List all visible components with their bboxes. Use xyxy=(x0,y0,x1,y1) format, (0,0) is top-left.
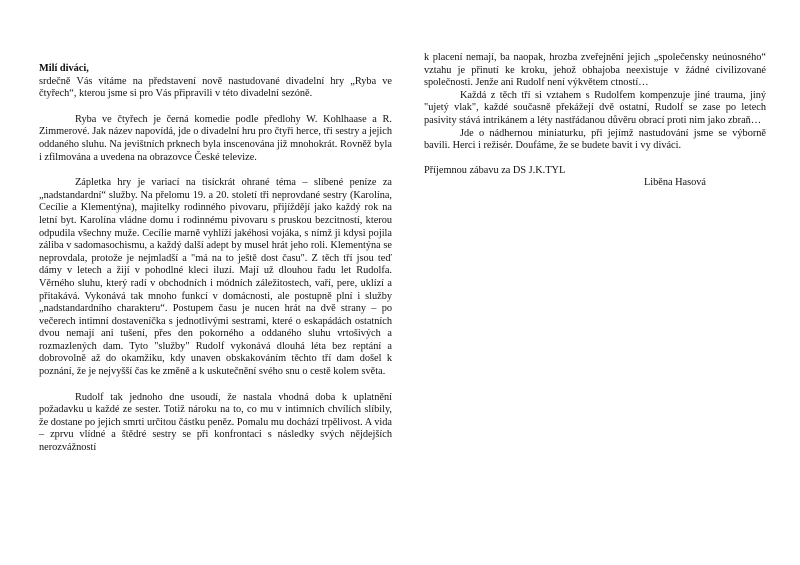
trauma-paragraph: Každá z těch tří si vztahem s Rudolfem kompenzuje jiné trauma, jiný "ujetý vlak", každé současně překážejí dvě ostatní, Rudolf se zase po letech pasivity stává intrikánem a léty nastřádanou důvěru obrací proti nim jako zbraň… xyxy=(424,89,766,126)
welcome-paragraph: srdečně Vás vítáme na představení nově nastudované divadelní hry „Ryba ve čtyřech“, kterou jsme si pro Vás připravili v této divadelní sezóně. xyxy=(39,75,392,100)
closing-line: Příjemnou zábavu za DS J.K.TYL xyxy=(424,164,566,176)
right-column xyxy=(424,52,766,190)
salutation: Milí diváci, xyxy=(39,63,89,74)
left-column xyxy=(39,63,392,455)
conclusion-paragraph: Jde o nádhernou miniaturku, při jejímž nastudování jsme se výborně bavili. Herci i režisér. Doufáme, že se budete bavit i vy diváci. xyxy=(424,127,766,152)
plot-paragraph: Zápletka hry je variací na tisíckrát ohrané téma – slíbené peníze za „nadstandardní“ služby. Na přelomu 19. a 20. století tři neprovdané sestry (Karolína, Cecílie a Klementýna), majitelky rodinného pivovaru, přijíždějí jako každý rok na letní byt. Karolína vládne domu i rodinnému pivovaru s pruskou bezcitností, kterou odpudila všechny muže. Cecílie marně vyhlíží jakéhosi vojáka, s nímž ji kdysi pojila záliba v sadomasochismu, a každý další adept by musel hrát jeho roli. Klementýna se neprovdala, protože je nejmladší a "má na to ještě dost času". Z těch tří jsou teď dámy v letech a žijí v pohodlné kleci iluzí. Mají už dlouhou řadu let Rudolfa. Věrného sluhu, který radí v obchodních i módních záležitostech, vaří, pere, uklízí a přitakává. Vykonává tak mnoho funkcí v domácnosti, ale postupně plní i služby „nadstandardního charakteru“. Postupem času je nucen hrát na dvě strany – po večerech intimní dostaveníčka s jednotlivými sestrami, které o eskapádách ostatních dvou nemají ani tušení, přes den pokorného a oddaného sluhu vrtošivých a rozmazlených dam. Tyto "služby" Rudolf vykonává dlouhá léta bez reptání a dobrovolně až do okamžiku, kdy unaven obskakováním těchto tří dam došel k poznání, že je nejvyšší čas ke změně a k uskutečnění svého snu o cestě kolem světa. xyxy=(39,177,392,378)
continuation-paragraph: k placení nemají, ba naopak, hrozba zveřejnění jejich „společensky neúnosného“ vztahu je přinutí ke kroku, jehož obhajoba neexistuje v žádné civilizované společnosti. Jenže ani Rudolf není výkvětem ctností… xyxy=(424,52,766,89)
signature: Liběna Hasová xyxy=(643,177,706,189)
rudolf-paragraph: Rudolf tak jednoho dne usoudí, že nastala vhodná doba k uplatnění požadavku u každé ze sester. Totiž nároku na to, co mu v intimních chvílích slíbily, že dostane po jejich smrti určitou částku peněz. Pomalu mu dochází trpělivost. A vida – zprvu vlídné a štědré sestry se při konfrontaci s následky svých nějdejších nerozvážností xyxy=(39,391,392,454)
about-play-paragraph: Ryba ve čtyřech je černá komedie podle předlohy W. Kohlhaase a R. Zimmerové. Jak název napovídá, jde o divadelní hru pro čtyři herce, tři sestry a jejich oddaného sluhu. Na jevištních prknech byla inscenována již mnohokrát. Rovněž byla i zfilmována a uvedena na obrazovce České televize. xyxy=(39,113,392,163)
